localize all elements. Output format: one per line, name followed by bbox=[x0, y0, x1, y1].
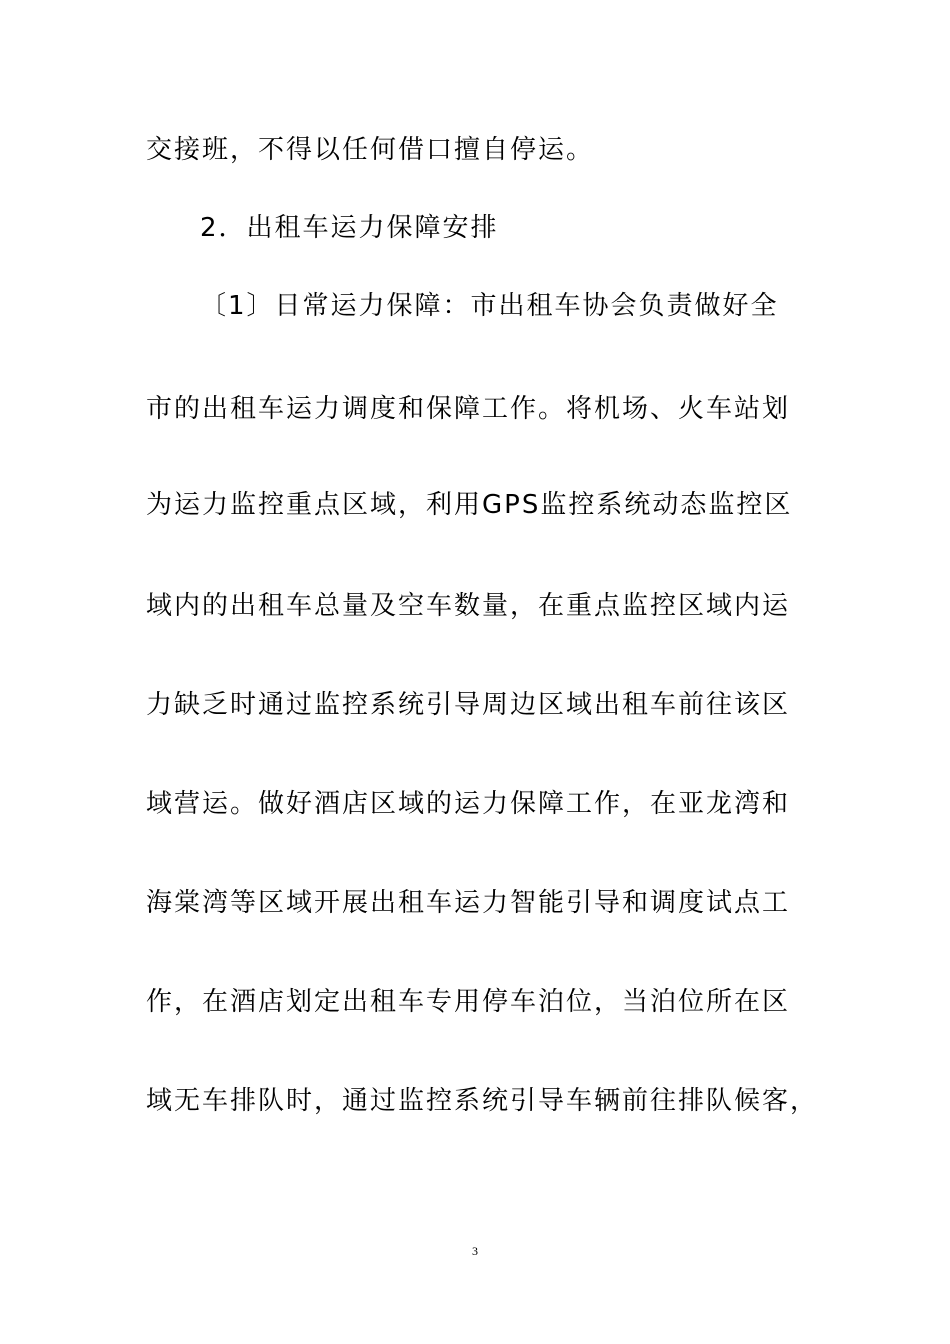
paragraph-line: 域无车排队时，通过监控系统引导车辆前往排队候客， bbox=[146, 1086, 819, 1116]
section-heading: 2．出租车运力保障安排 bbox=[200, 213, 499, 243]
paragraph-line: 为运力监控重点区域，利用GPS监控系统动态监控区 bbox=[146, 490, 793, 520]
page-number: 3 bbox=[472, 1244, 478, 1258]
paragraph-line: 域营运。做好酒店区域的运力保障工作，在亚龙湾和 bbox=[146, 789, 791, 819]
paragraph-line: 市的出租车运力调度和保障工作。将机场、火车站划 bbox=[146, 394, 791, 424]
paragraph-line: 〔1〕日常运力保障：市出租车协会负责做好全 bbox=[200, 291, 779, 321]
paragraph-line: 力缺乏时通过监控系统引导周边区域出租车前往该区 bbox=[146, 690, 791, 720]
paragraph-line: 作，在酒店划定出租车专用停车泊位，当泊位所在区 bbox=[146, 987, 791, 1017]
paragraph-line: 交接班，不得以任何借口擅自停运。 bbox=[146, 135, 595, 165]
paragraph-line: 域内的出租车总量及空车数量，在重点监控区域内运 bbox=[146, 591, 791, 621]
paragraph-line: 海棠湾等区域开展出租车运力智能引导和调度试点工 bbox=[146, 888, 791, 918]
